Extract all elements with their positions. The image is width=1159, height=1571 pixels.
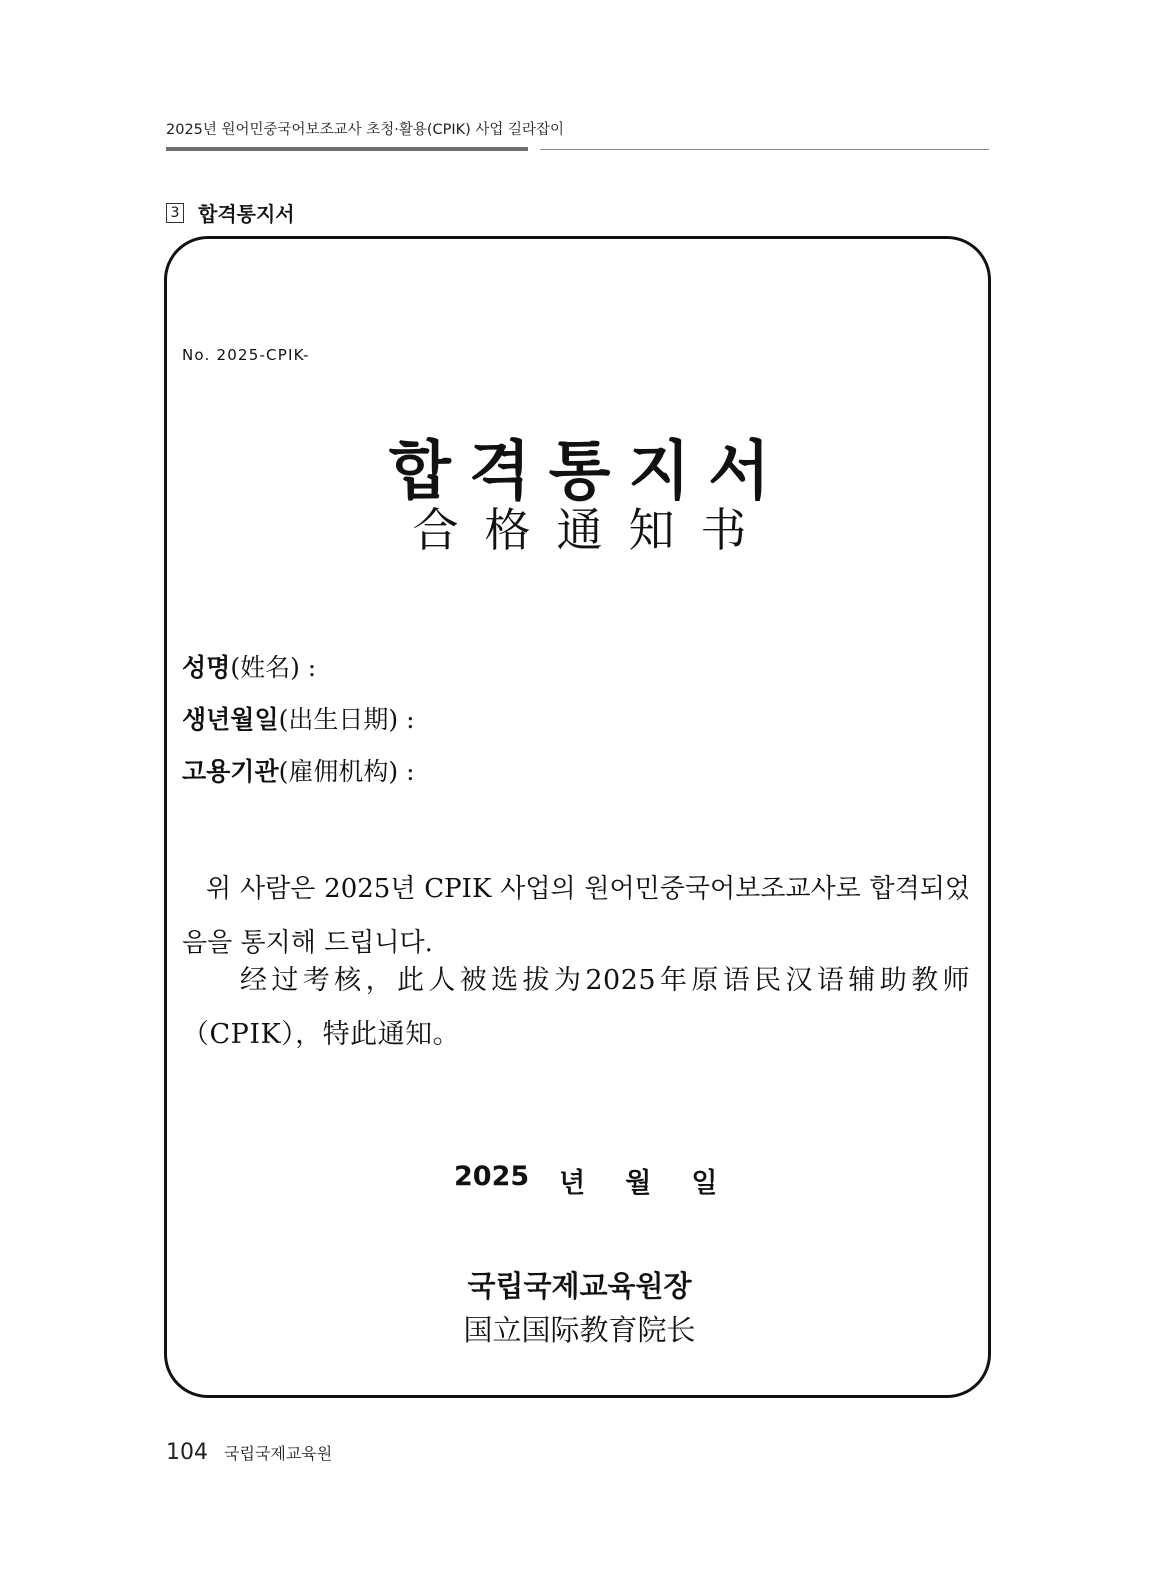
date-day-unit: 일 <box>691 1168 718 1199</box>
header-rule-thin <box>540 149 989 150</box>
issuer-korean: 국립국제교육원장 <box>467 1269 692 1303</box>
notice-frame <box>164 236 991 1398</box>
body-text-korean: 위 사람은 2025년 CPIK 사업의 원어민중국어보조교사로 합격되었음을 통지해 드립니다. <box>182 874 970 958</box>
field-employer-colon: : <box>398 757 415 786</box>
document-number: No. 2025-CPIK- <box>182 346 310 364</box>
notice-title-chinese: 合格通知书 <box>412 503 773 557</box>
field-name <box>182 648 316 684</box>
field-employer <box>182 752 415 788</box>
section-number-box: 3 <box>166 203 184 223</box>
running-header: 2025년 원어민중국어보조교사 초청·활용(CPIK) 사업 길라잡이 <box>166 122 565 138</box>
field-employer-label-zh: (雇佣机构) <box>278 757 399 786</box>
header-rule-thick <box>166 147 528 151</box>
field-name-colon: : <box>299 653 317 682</box>
section-title: 합격통지서 <box>198 202 295 226</box>
issuer-chinese: 国立国际教育院长 <box>463 1313 696 1347</box>
field-employer-label-ko: 고용기관 <box>182 757 279 786</box>
field-birth-label-zh: (出生日期) <box>278 705 399 734</box>
field-birth-colon: : <box>398 705 415 734</box>
field-name-label-ko: 성명 <box>182 653 231 682</box>
page-footer <box>166 1440 332 1465</box>
field-name-label-zh: (姓名) <box>230 653 300 682</box>
field-birth-label-ko: 생년월일 <box>182 705 279 734</box>
section-heading <box>166 198 295 227</box>
field-birth-date <box>182 700 415 736</box>
footer-organization: 국립국제교육원 <box>224 1444 333 1463</box>
date-year: 2025 <box>454 1161 530 1192</box>
date-month-unit: 월 <box>625 1168 652 1199</box>
issue-date <box>454 1161 717 1200</box>
page-number: 104 <box>166 1440 208 1465</box>
body-text-chinese: 经过考核，此人被选拔为2025年原语民汉语辅助教师（CPIK），特此通知。 <box>182 965 970 1050</box>
notice-title-korean: 합격통지서 <box>388 435 789 509</box>
date-year-unit: 년 <box>559 1168 586 1199</box>
